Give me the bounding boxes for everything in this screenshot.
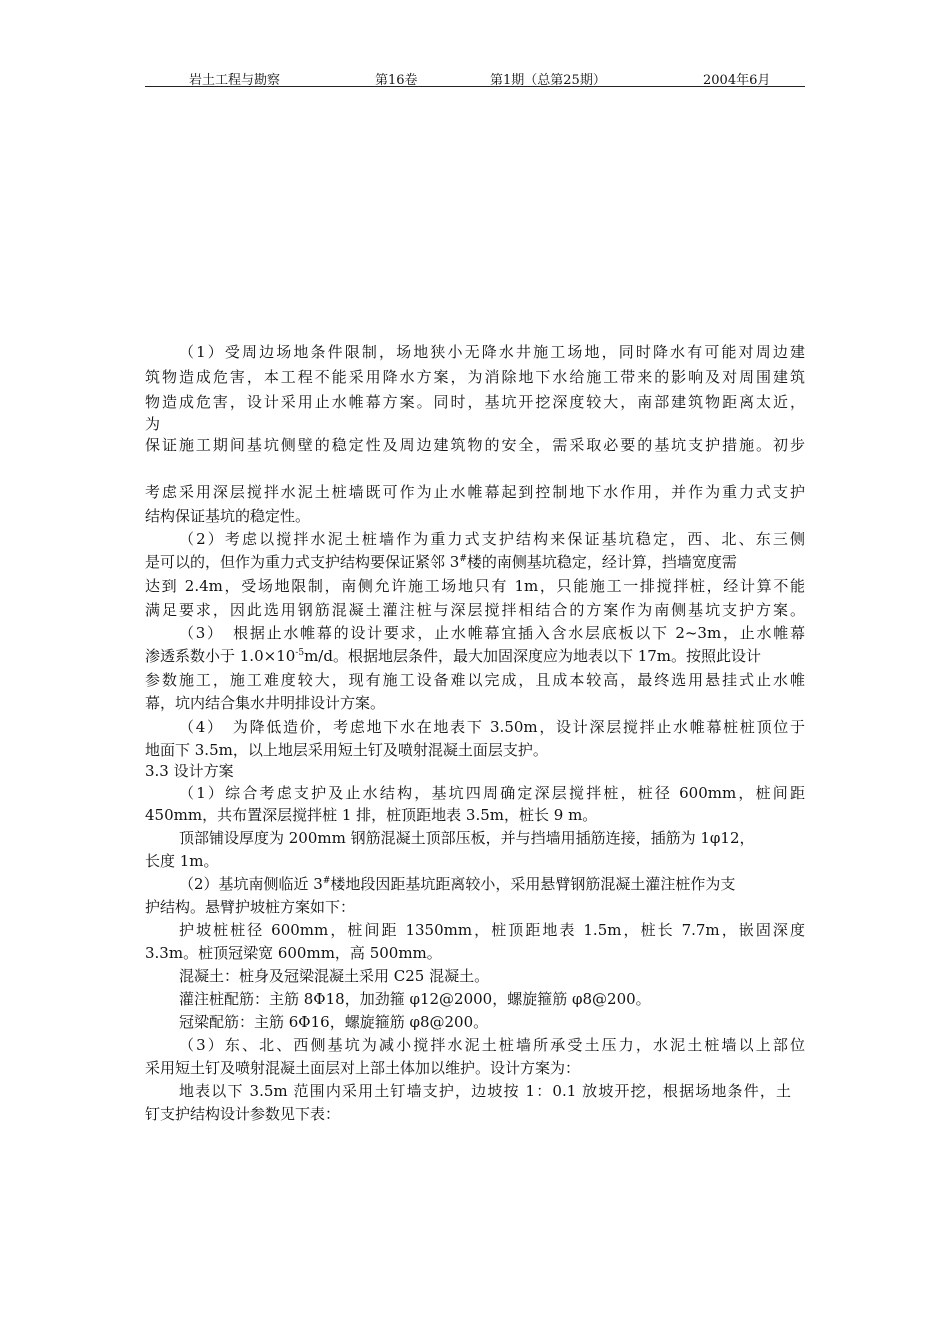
paragraph-line: 为 <box>145 415 161 433</box>
text-run: （2）基坑南侧临近 3 <box>179 875 323 893</box>
text-run: 楼地段因距基坑距离较小，采用悬臂钢筋混凝土灌注桩作为支 <box>330 875 736 893</box>
paragraph-line: （3） 根据止水帷幕的设计要求，止水帷幕宜插入含水层底板以下 2~3m，止水帷幕 <box>179 624 805 642</box>
paragraph-line: 采用短土钉及喷射混凝土面层对上部土体加以维护。设计方案为： <box>145 1059 581 1077</box>
paragraph-line: 保证施工期间基坑侧壁的稳定性及周边建筑物的安全，需采取必要的基坑支护措施。初步 <box>145 436 805 454</box>
paragraph-line: 结构保证基坑的稳定性。 <box>145 507 311 525</box>
paragraph-line: 长度 1m。 <box>145 852 219 870</box>
issue-number: 第1期（总第25期） <box>490 73 606 88</box>
paragraph-line: 护坡桩桩径 600mm，桩间距 1350mm，桩顶距地表 1.5m，桩长 7.7m，嵌固深度 <box>179 921 805 939</box>
paragraph-line: （3）东、北、西侧基坑为减小搅拌水泥土桩墙所承受土压力，水泥土桩墙以上部位 <box>179 1036 805 1054</box>
paragraph-line <box>179 874 735 894</box>
paragraph-line: 地面下 3.5m，以上地层采用短土钉及喷射混凝土面层支护。 <box>145 741 548 759</box>
superscript: # <box>459 554 467 564</box>
paragraph-line: 物造成危害，设计采用止水帷幕方案。同时，基坑开挖深度较大，南部建筑物距离太近， <box>145 393 805 411</box>
publication-date: 2004年6月 <box>703 73 771 88</box>
text-run: 渗透系数小于 1.0×10 <box>145 647 296 665</box>
paragraph-line: 顶部铺设厚度为 200mm 钢筋混凝土顶部压板，并与挡墙用插筋连接，插筋为 1φ12， <box>179 829 755 847</box>
journal-name: 岩土工程与勘察 <box>189 73 281 88</box>
paragraph-line <box>145 646 761 666</box>
paragraph-line: （2）考虑以搅拌水泥土桩墙作为重力式支护结构来保证基坑稳定，西、北、东三侧 <box>179 530 805 548</box>
paragraph-line: 冠梁配筋：主筋 6Φ16，螺旋箍筋 φ8@200。 <box>179 1013 489 1031</box>
paragraph-line: 地表以下 3.5m 范围内采用土钉墙支护，边坡按 1：0.1 放坡开挖，根据场地条件，土 <box>179 1082 791 1100</box>
paragraph-line: 满足要求，因此选用钢筋混凝土灌注桩与深层搅拌相结合的方案作为南侧基坑支护方案。 <box>145 601 805 619</box>
running-header <box>145 66 805 87</box>
text-run: m/d。根据地层条件，最大加固深度应为地表以下 17m。按照此设计 <box>304 647 762 665</box>
volume-number: 第16卷 <box>375 73 418 88</box>
paragraph-line: 幕，坑内结合集水井明排设计方案。 <box>145 694 386 712</box>
paragraph-line: 护结构。悬臂护坡桩方案如下： <box>145 898 356 916</box>
section-heading: 3.3 设计方案 <box>145 762 234 780</box>
paragraph-line: 参数施工，施工难度较大，现有施工设备难以完成，且成本较高，最终选用悬挂式止水帷 <box>145 671 805 689</box>
superscript: # <box>322 876 331 886</box>
paragraph-line: （1）综合考虑支护及止水结构，基坑四周确定深层搅拌桩，桩径 600mm，桩间距 <box>179 784 805 802</box>
paragraph-line: 筑物造成危害，本工程不能采用降水方案，为消除地下水给施工带来的影响及对周围建筑 <box>145 368 805 386</box>
paragraph-line: 灌注桩配筋：主筋 8Φ18，加劲箍 φ12@2000，螺旋箍筋 φ8@200。 <box>179 990 651 1008</box>
paragraph-line <box>145 552 805 572</box>
text-run: 是可以的，但作为重力式支护结构要保证紧邻 3 <box>145 553 460 571</box>
superscript: -5 <box>295 648 305 658</box>
paragraph-line: （1）受周边场地条件限制，场地狭小无降水井施工场地，同时降水有可能对周边建 <box>179 343 805 361</box>
text-run: 楼的南侧基坑稳定，经计算，挡墙宽度需 <box>466 553 737 571</box>
paragraph-line: 450mm，共布置深层搅拌桩 1 排，桩顶距地表 3.5m，桩长 9 m。 <box>145 806 598 824</box>
paragraph-line: （4） 为降低造价，考虑地下水在地表下 3.50m，设计深层搅拌止水帷幕桩桩顶位于 <box>179 718 805 736</box>
paragraph-line: 达到 2.4m，受场地限制，南侧允许施工场地只有 1m，只能施工一排搅拌桩，经计算不能 <box>145 577 805 595</box>
paragraph-line: 混凝土：桩身及冠梁混凝土采用 C25 混凝土。 <box>179 967 490 985</box>
paragraph-line: 考虑采用深层搅拌水泥土桩墙既可作为止水帷幕起到控制地下水作用，并作为重力式支护 <box>145 483 805 501</box>
paragraph-line: 钉支护结构设计参数见下表： <box>145 1105 341 1123</box>
paragraph-line: 3.3m。桩顶冠梁宽 600mm，高 500mm。 <box>145 944 442 962</box>
